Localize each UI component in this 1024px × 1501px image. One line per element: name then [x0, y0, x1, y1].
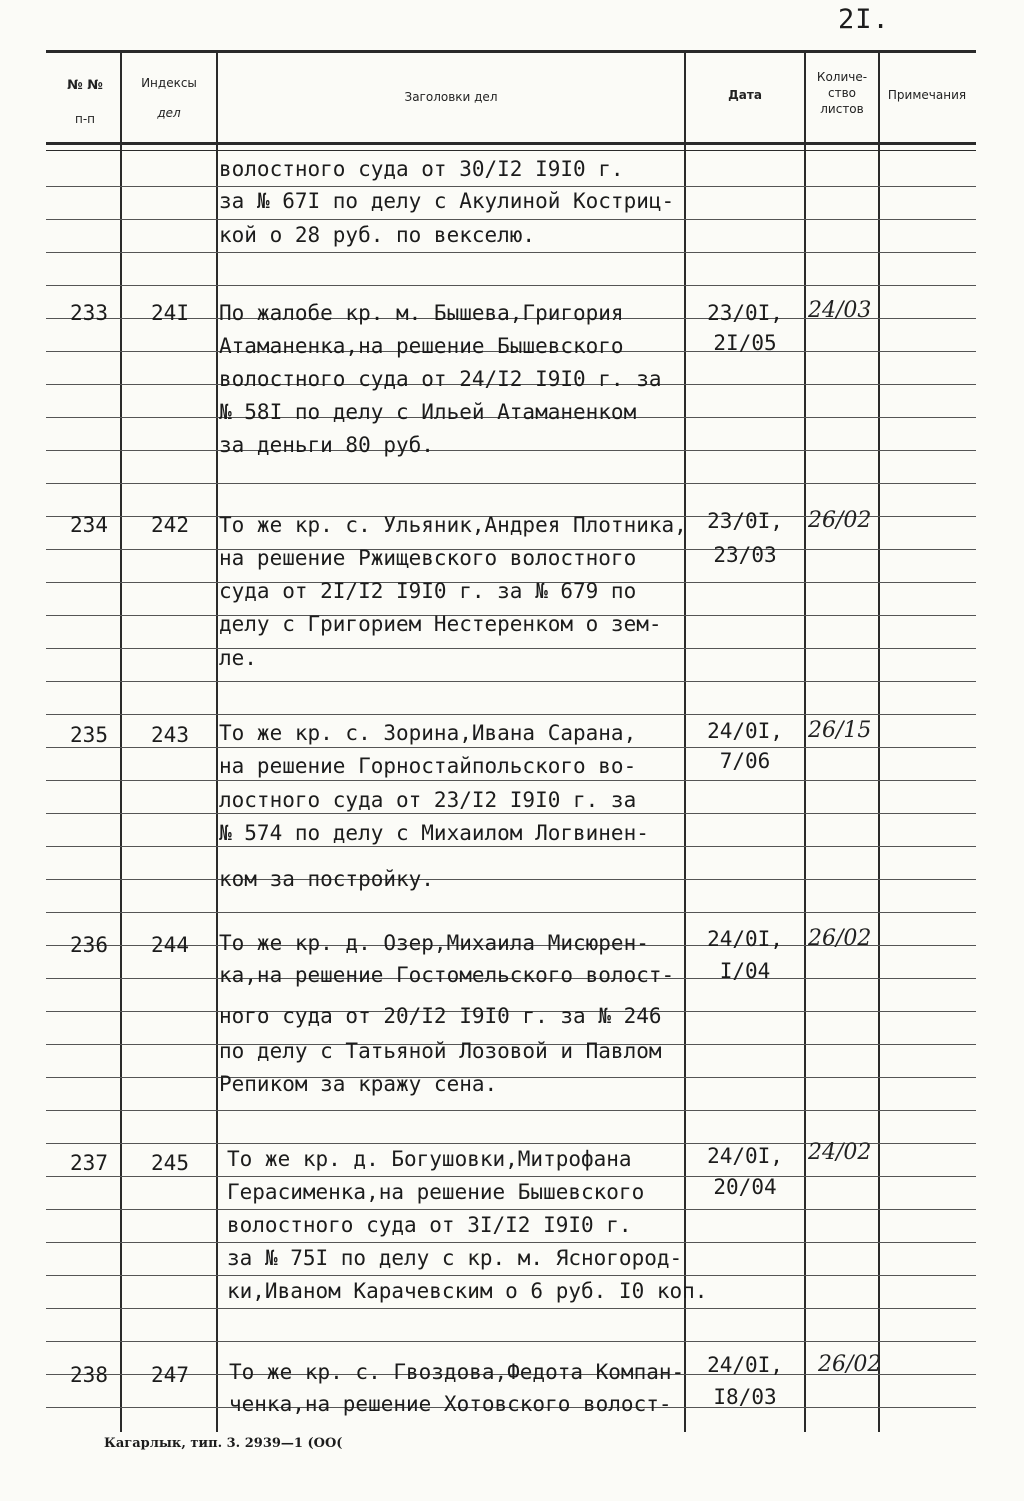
entry-sheet-count-handwritten: 26/02: [808, 508, 872, 533]
header-num-line1: № №: [67, 78, 103, 93]
ruled-line: [46, 879, 976, 880]
entry-title-line: ком за постройку.: [219, 867, 434, 891]
header-index-line1: Индексы: [141, 76, 197, 90]
entry-sheet-count-handwritten: 24/03: [808, 298, 872, 323]
entry-index: 244: [151, 933, 189, 957]
header-notes: Примечания: [887, 88, 967, 102]
entry-index: 245: [151, 1151, 189, 1175]
entry-title-line: лостного суда от 23/I2 I9I0 г. за: [219, 788, 637, 812]
printer-imprint: Кагарлык, тип. 3. 2939—1 (ОО(: [104, 1436, 343, 1451]
ruled-line: [46, 1242, 976, 1243]
entry-title-line: По жалобе кр. м. Бышева,Григория: [219, 301, 624, 325]
entry-number: 234: [70, 513, 108, 537]
ruled-line: [46, 813, 976, 814]
entry-number: 238: [70, 1363, 108, 1387]
entry-title-line: делу с Григорием Нестеренком о зем-: [219, 612, 662, 636]
entry-date-received: 24/0I,: [707, 719, 783, 743]
ruled-line: [46, 1110, 976, 1111]
ruled-line: [46, 252, 976, 253]
ruled-line: [46, 681, 976, 682]
ruled-line: [46, 912, 976, 913]
entry-index: 243: [151, 723, 189, 747]
entry-number: 233: [70, 301, 108, 325]
header-count-line1: Количе-: [816, 70, 868, 84]
entry-sheet-count-handwritten: 26/02: [818, 1352, 882, 1377]
entry-title-line: волостного суда от 24/I2 I9I0 г. за: [219, 367, 662, 391]
entry-title-line: ка,на решение Гостомельского волост-: [219, 963, 675, 987]
entry-title-line: ченка,на решение Хотовского волост-: [229, 1392, 672, 1416]
column-divider-date: [804, 52, 806, 1432]
header-count-line2: ство: [827, 86, 856, 100]
entry-title-line: № 58I по делу с Ильей Атаманенком: [219, 400, 637, 424]
entry-title-line: Атаманенка,на решение Бышевского: [219, 334, 624, 358]
ruled-line: [46, 648, 976, 649]
entry-title-line: То же кр. с. Ульяник,Андрея Плотника,: [219, 513, 687, 537]
entry-title-line: за деньги 80 руб.: [219, 433, 434, 457]
entry-title-line: ле.: [219, 646, 257, 670]
ruled-line: [46, 219, 976, 220]
ruled-line: [46, 1341, 976, 1342]
ruled-line: [46, 483, 976, 484]
entry-date-received: 24/0I,: [707, 1144, 783, 1168]
entry-date-received: 23/0I,: [707, 301, 783, 325]
ruled-line: [46, 1275, 976, 1276]
ruled-line: [46, 714, 976, 715]
entry-title-line: волостного суда от 3I/I2 I9I0 г.: [227, 1213, 632, 1237]
entry-number: 236: [70, 933, 108, 957]
entry-date-decided: 7/06: [719, 749, 771, 773]
entry-date-decided: 23/03: [713, 543, 777, 567]
header-date: Дата: [728, 88, 762, 102]
entry-title-line: по делу с Татьяной Лозовой и Павлом: [219, 1039, 662, 1063]
entry-date-received: 23/0I,: [707, 509, 783, 533]
entry-title-line: То же кр. с. Зорина,Ивана Сарана,: [219, 721, 637, 745]
entry-title-line: суда от 2I/I2 I9I0 г. за № 679 по: [219, 579, 637, 603]
entry-date-decided: 2I/05: [713, 331, 777, 355]
ruled-line: [46, 780, 976, 781]
continuation-line-1: волостного суда от 30/I2 I9I0 г.: [219, 157, 624, 181]
column-divider-count: [878, 52, 880, 1432]
entry-index: 24I: [151, 301, 189, 325]
ruled-line: [46, 1308, 976, 1309]
entry-date-decided: 20/04: [713, 1175, 777, 1199]
entry-date-decided: I8/03: [713, 1385, 777, 1409]
continuation-line-3: кой о 28 руб. по векселю.: [219, 223, 536, 247]
entry-index: 247: [151, 1363, 189, 1387]
entry-title-line: Репиком за кражу сена.: [219, 1072, 498, 1096]
entry-number: 235: [70, 723, 108, 747]
entry-title-line: за № 75I по делу с кр. м. Ясногород-: [227, 1246, 683, 1270]
entry-sheet-count-handwritten: 26/02: [808, 926, 872, 951]
entry-number: 237: [70, 1151, 108, 1175]
entry-title-line: ки,Иваном Карачевским о 6 руб. I0 коп.: [227, 1279, 708, 1303]
header-title: Заголовки дел: [404, 90, 498, 104]
ruled-line: [46, 1176, 976, 1177]
ruled-line: [46, 846, 976, 847]
header-top-rule: [46, 50, 976, 53]
continuation-line-2: за № 67I по делу с Акулиной Костриц-: [219, 189, 675, 213]
entry-date-received: 24/0I,: [707, 927, 783, 951]
entry-date-received: 24/0I,: [707, 1353, 783, 1377]
entry-index: 242: [151, 513, 189, 537]
ruled-line: [46, 450, 976, 451]
header-bottom-rule: [46, 142, 976, 145]
entry-title-line: № 574 по делу с Михаилом Логвинен-: [219, 821, 649, 845]
header-count-line3: листов: [820, 102, 864, 116]
entry-title-line: То же кр. д. Озер,Михаила Мисюрен-: [219, 931, 649, 955]
header-index-line2: дел: [157, 106, 181, 120]
entry-title-line: Герасименка,на решение Бышевского: [227, 1180, 645, 1204]
entry-date-decided: I/04: [719, 959, 771, 983]
header-num-line2: п-п: [74, 112, 96, 126]
entry-title-line: на решение Горностайпольского во-: [219, 754, 637, 778]
entry-sheet-count-handwritten: 24/02: [808, 1140, 872, 1165]
page-number: 2I.: [838, 4, 890, 35]
ruled-line: [46, 1209, 976, 1210]
entry-title-line: ного суда от 20/I2 I9I0 г. за № 246: [219, 1004, 662, 1028]
ruled-line: [46, 1077, 976, 1078]
ruled-line: [46, 186, 976, 187]
ruled-line: [46, 285, 976, 286]
header-bottom-rule-2: [46, 150, 976, 151]
entry-title-line: на решение Ржищевского волостного: [219, 546, 637, 570]
entry-title-line: То же кр. д. Богушовки,Митрофана: [227, 1147, 632, 1171]
entry-sheet-count-handwritten: 26/15: [808, 718, 872, 743]
entry-title-line: То же кр. с. Гвоздова,Федота Компан-: [229, 1360, 685, 1384]
